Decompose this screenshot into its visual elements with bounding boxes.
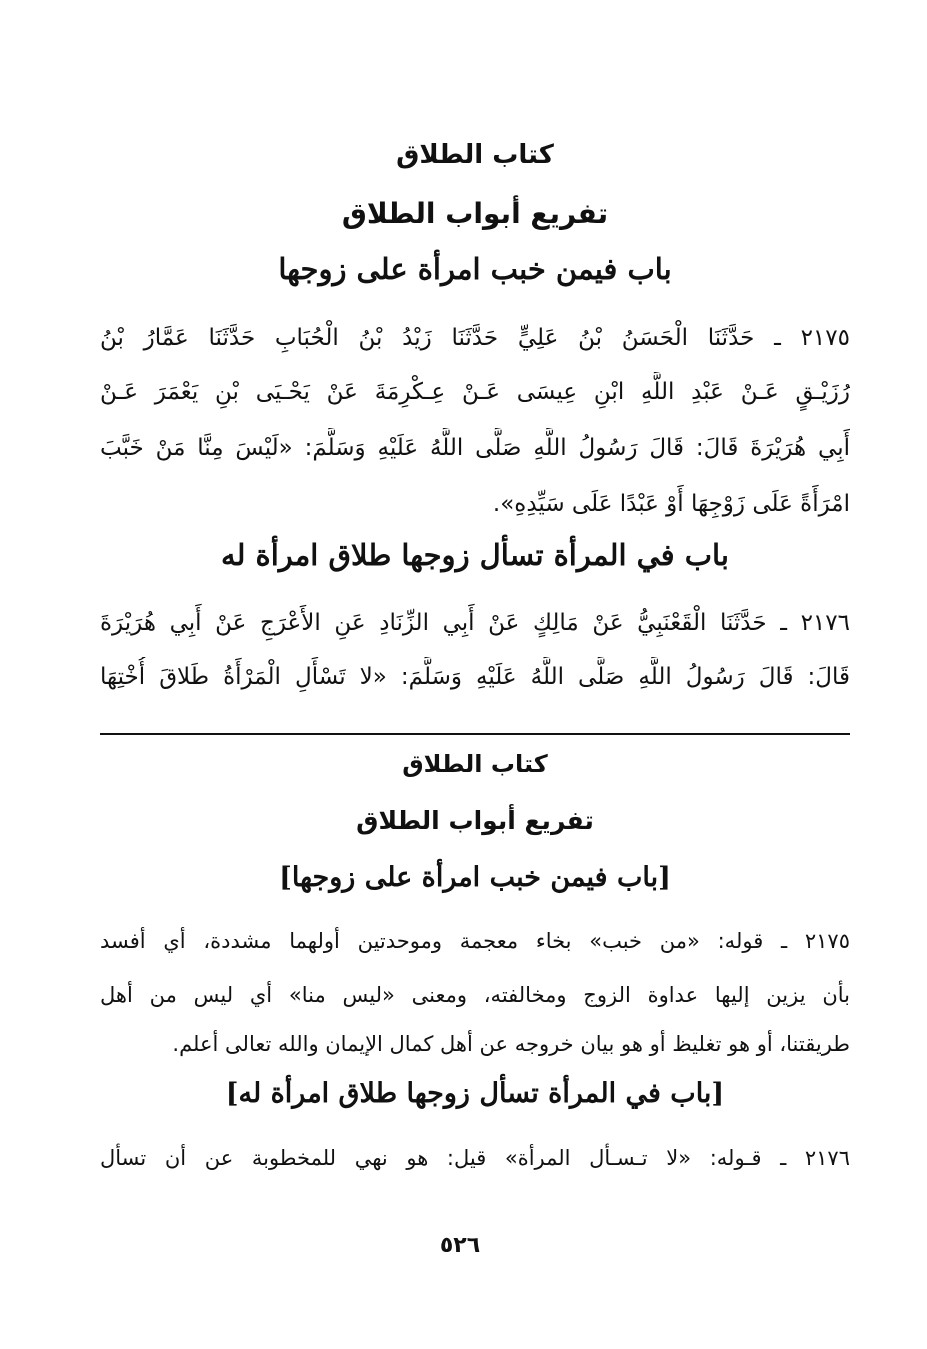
hadith-line: أَبِي هُرَيْرَةَ قَالَ: قَالَ رَسُولُ اللَّهِ صَلَّى اللَّهُ عَلَيْهِ وَسَلَّمَ: «لَيْسَ مِنَّا مَنْ خَبَّبَ bbox=[100, 435, 850, 461]
page-number: ٥٢٦ bbox=[439, 1233, 481, 1258]
hadith-line: رُزَيْـقٍ عَـنْ عَبْدِ اللَّهِ ابْنِ عِيسَى عَـنْ عِـكْرِمَةَ عَنْ يَحْـيَى بْنِ يَعْمَرَ عَـنْ bbox=[100, 379, 850, 405]
commentary-chapter-heading: [باب فيمن خبب امرأة على زوجها] bbox=[279, 862, 671, 893]
divider bbox=[100, 733, 850, 735]
chapter-heading: باب في المرأة تسأل زوجها طلاق امرأة له bbox=[221, 538, 729, 572]
hadith-line: امْرَأَةً عَلَى زَوْجِهَا أَوْ عَبْدًا عَلَى سَيِّدِهِ». bbox=[492, 491, 850, 517]
hadith-line: ٢١٧٦ ـ حَدَّثَنَا الْقَعْنَبِيُّ عَنْ مَالِكٍ عَنْ أَبِي الزِّنَادِ عَنِ الأَعْرَجِ عَنْ أَبِي هُرَيْرَةَ bbox=[100, 610, 850, 636]
commentary-chapter-heading: [باب في المرأة تسأل زوجها طلاق امرأة له] bbox=[225, 1078, 725, 1109]
section-title: تفريع أبواب الطلاق bbox=[341, 197, 609, 230]
commentary-line: ٢١٧٥ ـ قوله: «من خبب» بخاء معجمة وموحدتين أولهما مشددة، أي أفسد bbox=[100, 929, 850, 953]
commentary-line: طريقتنا، أو هو تغليظ أو هو بيان خروجه عن أهل كمال الإيمان والله تعالى أعلم. bbox=[172, 1032, 850, 1056]
hadith-line: ٢١٧٥ ـ حَدَّثَنَا الْحَسَنُ بْنُ عَلِيٍّ حَدَّثَنَا زَيْدُ بْنُ الْحُبَابِ حَدَّثَنَا عَمَّارُ بْنُ bbox=[100, 325, 850, 351]
commentary-section-title: تفريع أبواب الطلاق bbox=[356, 806, 594, 835]
hadith-line: قَالَ: قَالَ رَسُولُ اللَّهِ صَلَّى اللَّهُ عَلَيْهِ وَسَلَّمَ: «لا تَسْأَلِ الْمَرْأَةُ طَلاقَ أُخْتِهَا bbox=[100, 664, 850, 690]
commentary-line: بأن يزين إليها عداوة الزوج ومخالفته، ومعنى «ليس منا» أي ليس من أهل bbox=[100, 983, 850, 1007]
chapter-heading: باب فيمن خبب امرأة على زوجها bbox=[278, 252, 672, 286]
book-title: كتاب الطلاق bbox=[396, 140, 554, 170]
commentary-book-title: كتاب الطلاق bbox=[402, 750, 548, 778]
commentary-line: ٢١٧٦ ـ قـوله: «لا تـسـأل المرأة» قيل: هو نهي للمخطوبة عن أن تسأل bbox=[100, 1146, 850, 1170]
